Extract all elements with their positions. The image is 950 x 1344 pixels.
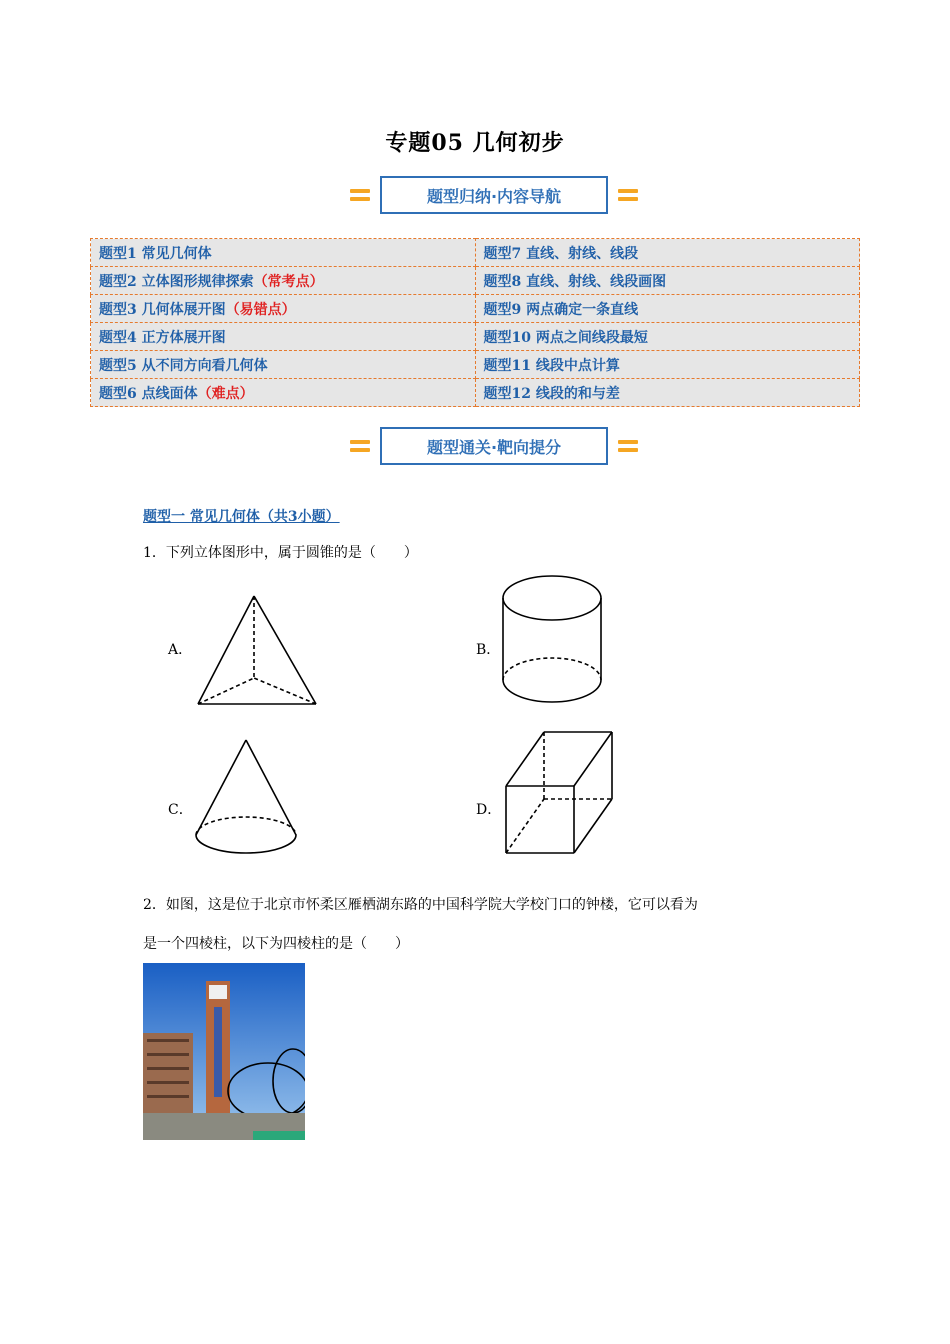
toc-row: [91, 267, 860, 295]
clock-tower-photo: [143, 963, 305, 1140]
pyramid-figure: [190, 590, 325, 710]
toc-row: [91, 379, 860, 407]
toc-row: [91, 295, 860, 323]
toc-item[interactable]: 题型10 两点之间线段最短: [475, 323, 860, 351]
question-1-text: 1．下列立体图形中，属于圆锥的是（ ）: [143, 545, 418, 561]
section-heading[interactable]: 题型一 常见几何体（共3小题）: [143, 509, 340, 525]
toc-item[interactable]: 题型1 常见几何体: [91, 239, 476, 267]
toc-item[interactable]: 题型11 线段中点计算: [475, 351, 860, 379]
question-2-line2: 是一个四棱柱，以下为四棱柱的是（ ）: [143, 936, 409, 952]
toc-item[interactable]: 题型4 正方体展开图: [91, 323, 476, 351]
cuboid-figure: [500, 726, 620, 858]
decor-bars-icon: [350, 185, 370, 205]
toc-row: [91, 351, 860, 379]
option-d-label: D．: [476, 802, 502, 818]
toc-row: [91, 239, 860, 267]
question-2-line1: 2．如图，这是位于北京市怀柔区雁栖湖东路的中国科学院大学校门口的钟楼，它可以看为: [143, 897, 698, 913]
toc-item[interactable]: 题型7 直线、射线、线段: [475, 239, 860, 267]
toc-item[interactable]: 题型2 立体图形规律探索（常考点）: [91, 267, 476, 295]
decor-bars-icon: [618, 185, 638, 205]
toc-item[interactable]: 题型12 线段的和与差: [475, 379, 860, 407]
page-title: 专题05 几何初步: [385, 130, 565, 156]
toc-item[interactable]: 题型6 点线面体（难点）: [91, 379, 476, 407]
practice-banner: [350, 427, 638, 465]
option-c-label: C．: [168, 802, 193, 818]
option-a-label: A．: [168, 642, 193, 658]
decor-bars-icon: [618, 436, 638, 456]
toc-item[interactable]: 题型5 从不同方向看几何体: [91, 351, 476, 379]
toc-table: [90, 238, 860, 407]
practice-banner-label: 题型通关·靶向提分: [380, 427, 608, 465]
decor-bars-icon: [350, 436, 370, 456]
toc-banner: [350, 176, 638, 214]
cylinder-figure: [498, 572, 608, 710]
toc-item[interactable]: 题型9 两点确定一条直线: [475, 295, 860, 323]
toc-item[interactable]: 题型3 几何体展开图（易错点）: [91, 295, 476, 323]
toc-banner-label: 题型归纳·内容导航: [380, 176, 608, 214]
cone-figure: [190, 735, 302, 860]
toc-item[interactable]: 题型8 直线、射线、线段画图: [475, 267, 860, 295]
toc-row: [91, 323, 860, 351]
option-b-label: B．: [476, 642, 501, 658]
